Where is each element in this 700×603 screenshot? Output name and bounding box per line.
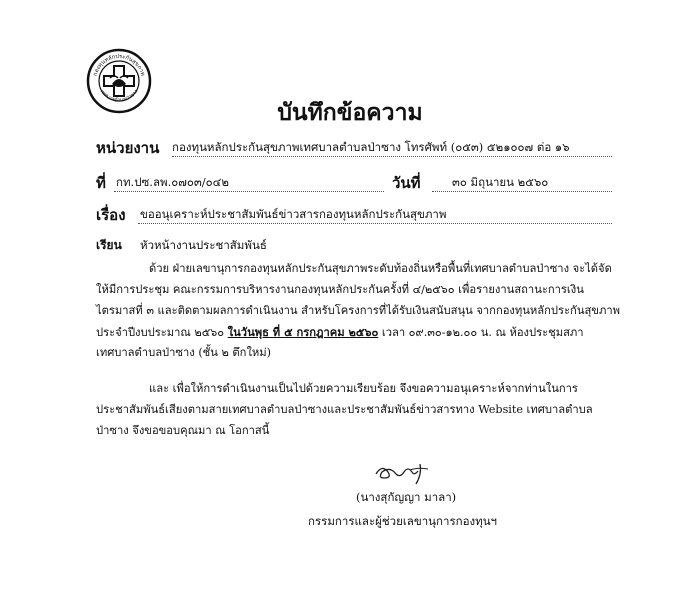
paragraph1-line1: ด้วย ฝ่ายเลขานุการกองทุนหลักประกันสุขภาพระดับท้องถิ่นหรือพื้นที่เทศบาลตำบลป่าซาง จะได้จัด bbox=[149, 262, 612, 275]
to-label: เรียน bbox=[96, 238, 122, 252]
reference-value: กท.ปซ.ลพ.๐๗๐๓/๐๔๒ bbox=[116, 175, 229, 189]
paragraph1-line4 bbox=[96, 322, 584, 344]
paragraph2-line3: ป่าซาง จึงขอขอบคุณมา ณ โอกาสนี้ bbox=[96, 424, 270, 437]
memo-title: บันทึกข้อความ bbox=[277, 99, 423, 126]
signatory-name: (นางสุกัญญา มาลา) bbox=[356, 490, 457, 504]
department-dotted-line bbox=[172, 156, 612, 157]
paragraph2-line2: ประชาสัมพันธ์เสียงตามสายเทศบาลตำบลป่าซางและประชาสัมพันธ์ข่าวสารทาง Website เทศบาลตำบล bbox=[96, 403, 593, 416]
subject-value: ขออนุเคราะห์ประชาสัมพันธ์ข่าวสารกองทุนหลักประกันสุขภาพ bbox=[140, 207, 447, 221]
signatory-position: กรรมการและผู้ช่วยเลขานุการกองทุนฯ bbox=[308, 514, 498, 528]
meeting-date-emphasis: ในวันพุธ ที่ ๕ กรกฎาคม ๒๕๖๐ bbox=[227, 325, 379, 339]
subject-dotted-line bbox=[138, 223, 612, 224]
reference-dotted-line bbox=[114, 191, 384, 192]
logo-ring-text: กองทุนหลักประกันสุขภาพ bbox=[92, 53, 146, 77]
paragraph2-line1: และ เพื่อให้การดำเนินงานเป็นไปด้วยความเรียบร้อย จึงขอความอนุเคราะห์จากท่านในการ bbox=[149, 382, 578, 395]
department-label: หน่วยงาน bbox=[96, 139, 160, 157]
paragraph1-line4-end: เวลา ๐๙.๓๐-๑๒.๐๐ น. ณ ห้องประชุมสภา bbox=[378, 326, 584, 339]
subject-label: เรื่อง bbox=[96, 206, 126, 224]
date-value: ๓๐ มิถุนายน ๒๕๖๐ bbox=[452, 175, 549, 189]
department-value: กองทุนหลักประกันสุขภาพเทศบาลตำบลป่าซาง โทรศัพท์ (๐๕๓) ๕๒๑๐๐๗ ต่อ ๑๖ bbox=[172, 140, 570, 154]
paragraph1-line3: ไตรมาสที่ ๓ และติดตามผลการดำเนินงาน สำหรับโครงการที่ได้รับเงินสนับสนุน จากกองทุนหลักประกันสุขภาพ bbox=[96, 304, 620, 317]
paragraph1-line4-start: ประจำปีงบประมาณ ๒๕๖๐ bbox=[96, 326, 228, 339]
to-value: หัวหน้างานประชาสัมพันธ์ bbox=[140, 238, 267, 252]
reference-label: ที่ bbox=[96, 174, 106, 192]
logo-bottom-text: เทศบาลตำบลป่าซาง bbox=[98, 88, 140, 104]
date-label: วันที่ bbox=[392, 174, 421, 192]
date-dotted-line bbox=[432, 191, 612, 192]
paragraph1-line2: ให้มีการประชุม คณะกรรมการบริหารงานกองทุนหลักประกันครั้งที่ ๔/๒๕๖๐ เพื่อรายงานสถานะการเงิน bbox=[96, 283, 584, 296]
handwritten-signature bbox=[370, 460, 440, 486]
paragraph1-line5: เทศบาลตำบลป่าซาง (ชั้น ๒ ตึกใหม่) bbox=[96, 346, 272, 359]
